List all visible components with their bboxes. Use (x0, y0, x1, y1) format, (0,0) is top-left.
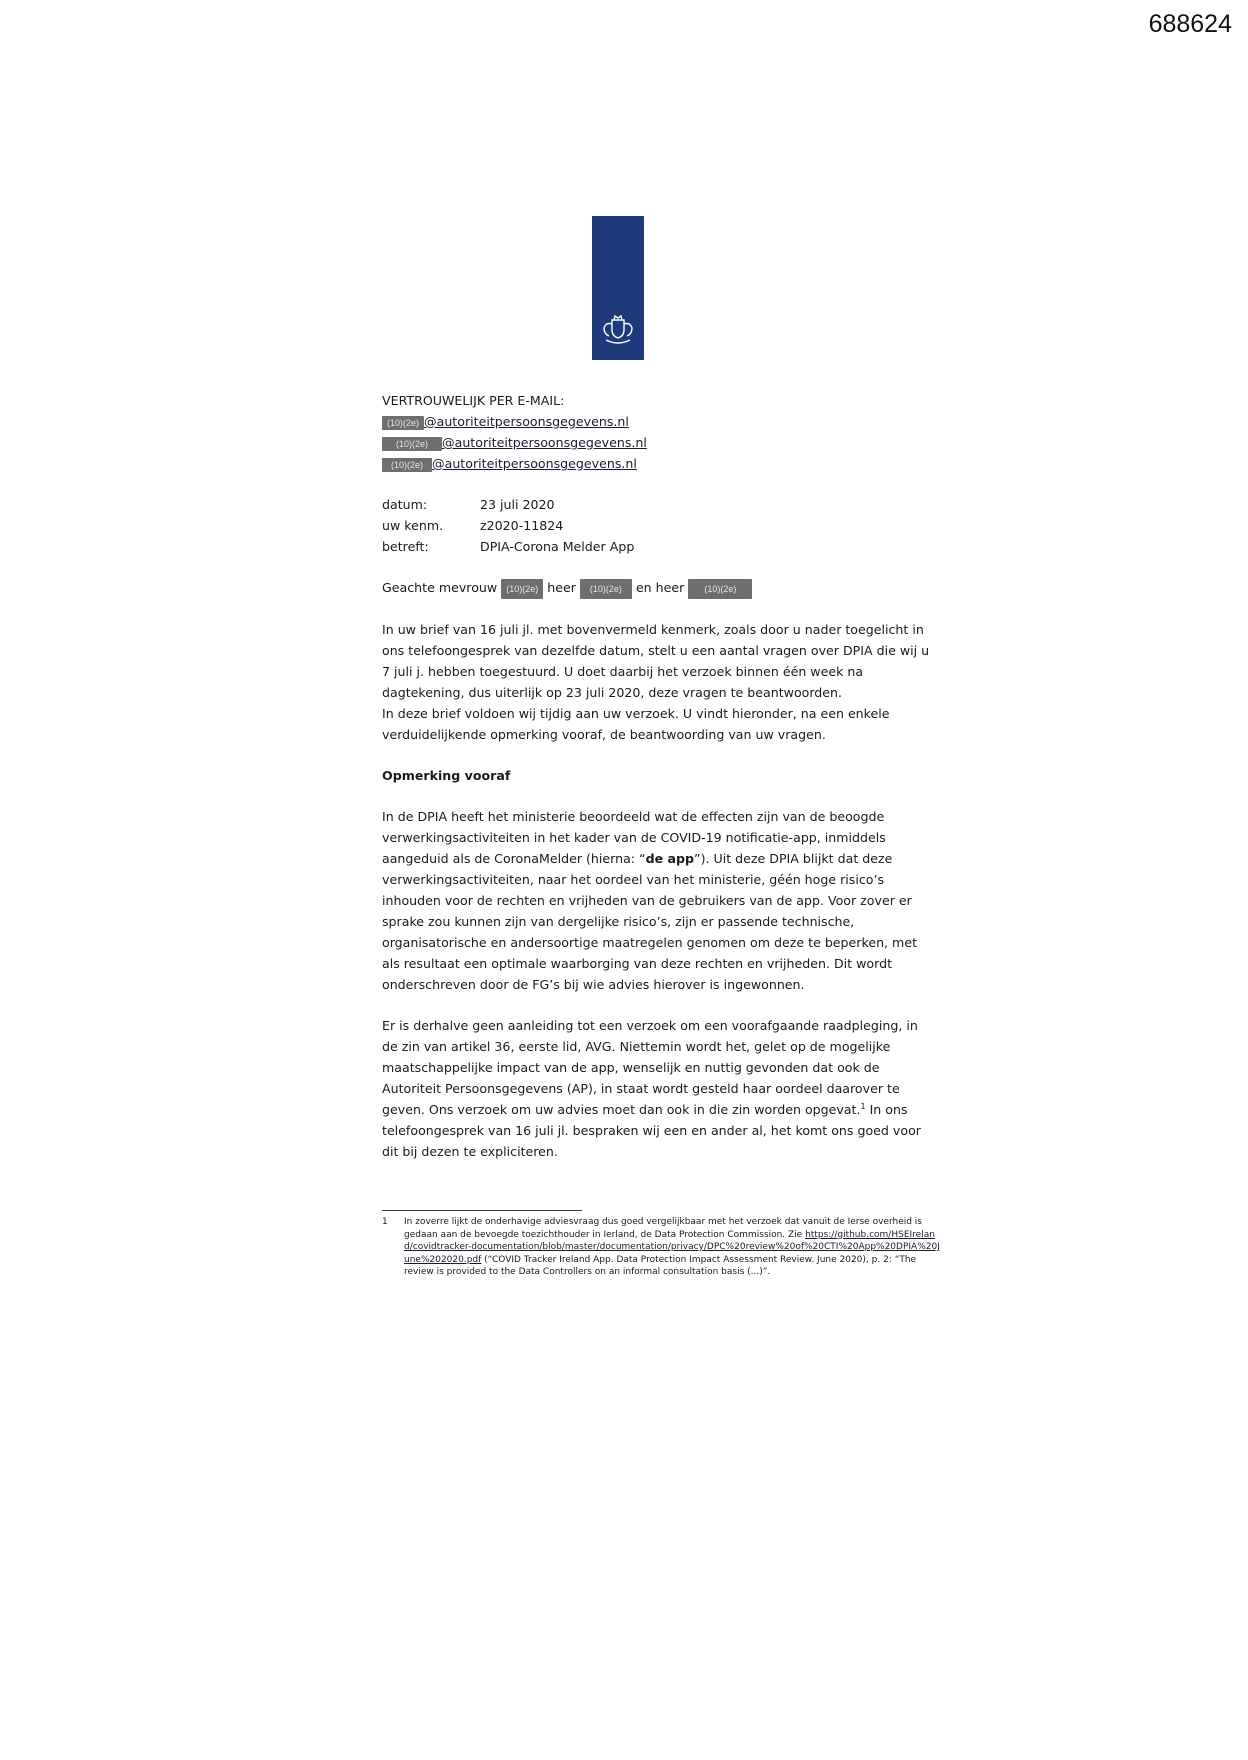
coat-of-arms-icon (598, 310, 638, 346)
meta-value: DPIA-Corona Melder App (480, 539, 635, 554)
text-line: geven. Ons verzoek om uw advies moet dan ook in die zin worden opgevat.$^1$ In ons (382, 1101, 908, 1117)
salutation-text: en heer (635, 580, 685, 595)
recipient-line (382, 453, 942, 474)
text-line: Er is derhalve geen aanleiding tot een verzoek om een voorafgaande raadpleging, in (382, 1017, 918, 1033)
recipient-email[interactable]: @autoriteitpersoonsgegevens.nl (442, 435, 647, 450)
salutation-text: heer (547, 580, 576, 595)
text-line: ons telefoongesprek van dezelfde datum, stelt u een aantal vragen over DPIA die wij u (382, 642, 930, 658)
footnote-text: In zoverre lijkt de onderhavige adviesvraag dus goed vergelijkbaar met het verzoek dat vanuit de Ierse overheid is gedaan aan de bevoegde toezichthouder in Ierland, de Data Protection Commission. Zie https://github.com/HSEIreland/covidtracker-documentation/blob/master/documentation/privacy/DPC%20review%20of%20CTI%20App%20DPIA%20June%202020.pdf (“COVID Tracker Ireland App. Data Protection Impact Assessment Review. June 2020), p. 2: “The review is provided to the Data Controllers on an informal consultation basis (...)”. (404, 1217, 940, 1277)
text-line: organisatorische en andersoortige maatregelen genomen om deze te beperken, met (382, 934, 918, 950)
letter-meta (382, 494, 942, 557)
section-heading: Opmerking vooraf (382, 767, 511, 783)
redaction-box: (10)(2e) (580, 579, 632, 599)
text-line: als resultaat een optimale waarborging van deze rechten en vrijheden. Dit wordt (382, 955, 893, 971)
text-line: maatschappelijke impact van de app, wenselijk en nuttig gevonden dat ook de (382, 1059, 880, 1075)
text-line: telefoongesprek van 16 juli jl. bespraken wij een en ander al, het komt ons goed voor (382, 1122, 921, 1138)
salutation-text: Geachte mevrouw (382, 580, 498, 595)
meta-value: 23 juli 2020 (480, 497, 555, 512)
text-line: de zin van artikel 36, eerste lid, AVG. Niettemin wordt het, gelet op de mogelijke (382, 1038, 891, 1054)
text-line: verduidelijkende opmerking vooraf, de beantwoording van uw vragen. (382, 726, 826, 742)
meta-row (382, 515, 942, 536)
text-line: In de DPIA heeft het ministerie beoordeeld wat de effecten zijn van de beoogde (382, 808, 885, 824)
recipient-line (382, 432, 942, 453)
meta-key: betreft: (382, 539, 429, 554)
footnote (382, 1216, 942, 1279)
meta-value: z2020-11824 (480, 518, 564, 533)
recipient-line (382, 411, 942, 432)
salutation (382, 577, 942, 599)
paragraph-1 (382, 806, 942, 995)
paragraph-2 (382, 1015, 942, 1162)
redaction-box: (10)(2e) (382, 437, 442, 451)
rijksoverheid-logo (592, 216, 644, 360)
text-line: Autoriteit Persoonsgegevens (AP), in staat wordt gesteld haar oordeel daarover te (382, 1080, 900, 1096)
meta-key: datum: (382, 497, 428, 512)
intro-paragraph (382, 619, 942, 745)
letter-body (382, 390, 942, 1162)
footnote-link[interactable]: https://github.com/HSEIreland/covidtracker-documentation/blob/master/documentation/privacy/DPC%20review%20of%20CTI%20App%20DPIA%20June%202020.pdf (404, 1229, 940, 1265)
text-line: dit bij dezen te expliciteren. (382, 1143, 558, 1159)
text-line: In deze brief voldoen wij tijdig aan uw verzoek. U vindt hieronder, na een enkele (382, 705, 890, 721)
text-line: verwerkingsactiviteiten in het kader van de COVID-19 notificatie-app, inmiddels (382, 829, 886, 845)
text-line: aangeduid als de CoronaMelder (hierna: “de app”). Uit deze DPIA blijkt dat deze (382, 850, 893, 866)
recipient-email[interactable]: @autoriteitpersoonsgegevens.nl (432, 456, 637, 471)
meta-key: uw kenm. (382, 518, 444, 533)
text-line: inhouden voor de rechten en vrijheden van de gebruikers van de app. Voor zover er (382, 892, 912, 908)
text-line: onderschreven door de FG’s bij wie advies hierover is ingewonnen. (382, 976, 805, 992)
text-line: sprake zou kunnen zijn van dergelijke risico’s, zijn er passende technische, (382, 913, 855, 929)
text-line: dagtekening, dus uiterlijk op 23 juli 2020, deze vragen te beantwoorden. (382, 684, 843, 700)
recipient-email[interactable]: @autoriteitpersoonsgegevens.nl (424, 414, 629, 429)
meta-row (382, 494, 942, 515)
redaction-box: (10)(2e) (688, 579, 752, 599)
redaction-box: (10)(2e) (501, 579, 543, 599)
text-line: verwerkingsactiviteiten, naar het oordeel van het ministerie, géén hoge risico’s (382, 871, 885, 887)
confidential-label: VERTROUWELIJK PER E-MAIL: (382, 393, 565, 408)
document-number: 688624 (1148, 10, 1232, 38)
text-line: 7 juli j. hebben toegestuurd. U doet daarbij het verzoek binnen één week na (382, 663, 864, 679)
meta-row (382, 536, 942, 557)
redaction-box: (10)(2e) (382, 458, 432, 472)
footnote-ref[interactable]: 1 (860, 1101, 866, 1111)
redaction-box: (10)(2e) (382, 416, 424, 430)
footnote-number: 1 (382, 1217, 388, 1227)
text-line: In uw brief van 16 juli jl. met bovenvermeld kenmerk, zoals door u nader toegelicht in (382, 621, 924, 637)
footnote-divider (382, 1210, 582, 1211)
